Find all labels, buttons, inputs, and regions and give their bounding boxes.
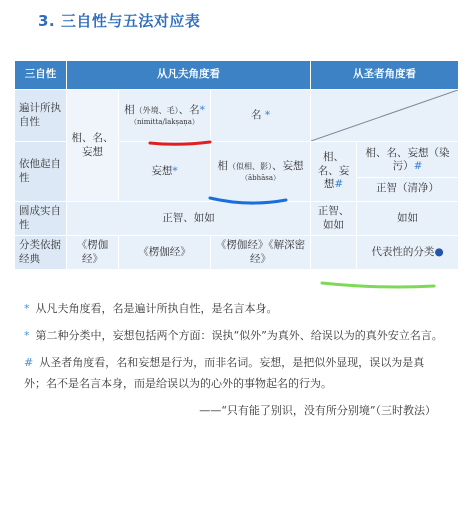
footnote-1: * 从凡夫角度看，名是遍计所执自性，是名言本身。 <box>24 302 278 315</box>
blue-underline-annotation <box>208 195 288 207</box>
quote-line: ——“只有能了别识，没有所分别境”（三时教法） <box>199 404 436 417</box>
wangxiang-cell: 妄想* <box>119 142 211 202</box>
header-sage-view: 从圣者角度看 <box>311 61 459 90</box>
row-head-paratantra: 依他起自性 <box>15 142 67 202</box>
ming-cell: 名 * <box>211 90 311 142</box>
green-underline-annotation <box>320 280 436 290</box>
table-header-row <box>15 61 459 90</box>
page-title: 3. 三自性与五法对应表 <box>38 12 201 30</box>
diagonal-line <box>311 90 458 141</box>
row-head-sources: 分类依据经典 <box>15 236 67 270</box>
source-cell: 《楞伽经》《解深密经》 <box>211 236 311 270</box>
red-underline-annotation <box>148 139 212 147</box>
three-natures-table <box>14 60 459 270</box>
sage-right-cell: 相、名、妄想（染污）# 正智（清净） <box>357 142 459 202</box>
sage-wisdom-cell: 正智、如如 <box>311 202 357 236</box>
shared-left-cell: 相、名、妄想 <box>67 90 119 202</box>
xiang-ming-cell: 相（外境、毛）、名* （nimitta/lakṣaṇa） <box>119 90 211 142</box>
table-row <box>15 236 459 270</box>
header-ordinary-view: 从凡夫角度看 <box>67 61 311 90</box>
row-head-parikalpita: 遍计所执自性 <box>15 90 67 142</box>
footnote-3: # 从圣者角度看，名和妄想是行为，而非名词。妄想，是把似外显现，误以为是真外；名不是名言本身，而是给误以为的心外的事物起名的行为。 <box>24 356 425 390</box>
xiang2-cell: 相（似相、影）、妄想 （ābhāsa） <box>211 142 311 202</box>
footnotes <box>24 298 444 427</box>
row-head-parinispanna: 圆成实自性 <box>15 202 67 236</box>
representative-cell: 代表性的分类● <box>357 236 459 270</box>
source-cell: 《楞伽经》 <box>119 236 211 270</box>
ordinary-wisdom-cell: 正智、如如 <box>67 202 311 236</box>
header-three-natures: 三自性 <box>15 61 67 90</box>
sage-suchness-cell: 如如 <box>357 202 459 236</box>
diagonal-empty-cell <box>311 90 459 142</box>
table-row <box>15 90 459 142</box>
sage-left-cell: 相、名、妄想# <box>311 142 357 202</box>
source-cell: 《楞伽经》 <box>67 236 119 270</box>
footnote-2: * 第二种分类中，妄想包括两个方面：误执“似外”为真外、给误以为的真外安立名言。 <box>24 329 443 342</box>
star-marker: * <box>199 104 205 117</box>
empty-cell <box>311 236 357 270</box>
